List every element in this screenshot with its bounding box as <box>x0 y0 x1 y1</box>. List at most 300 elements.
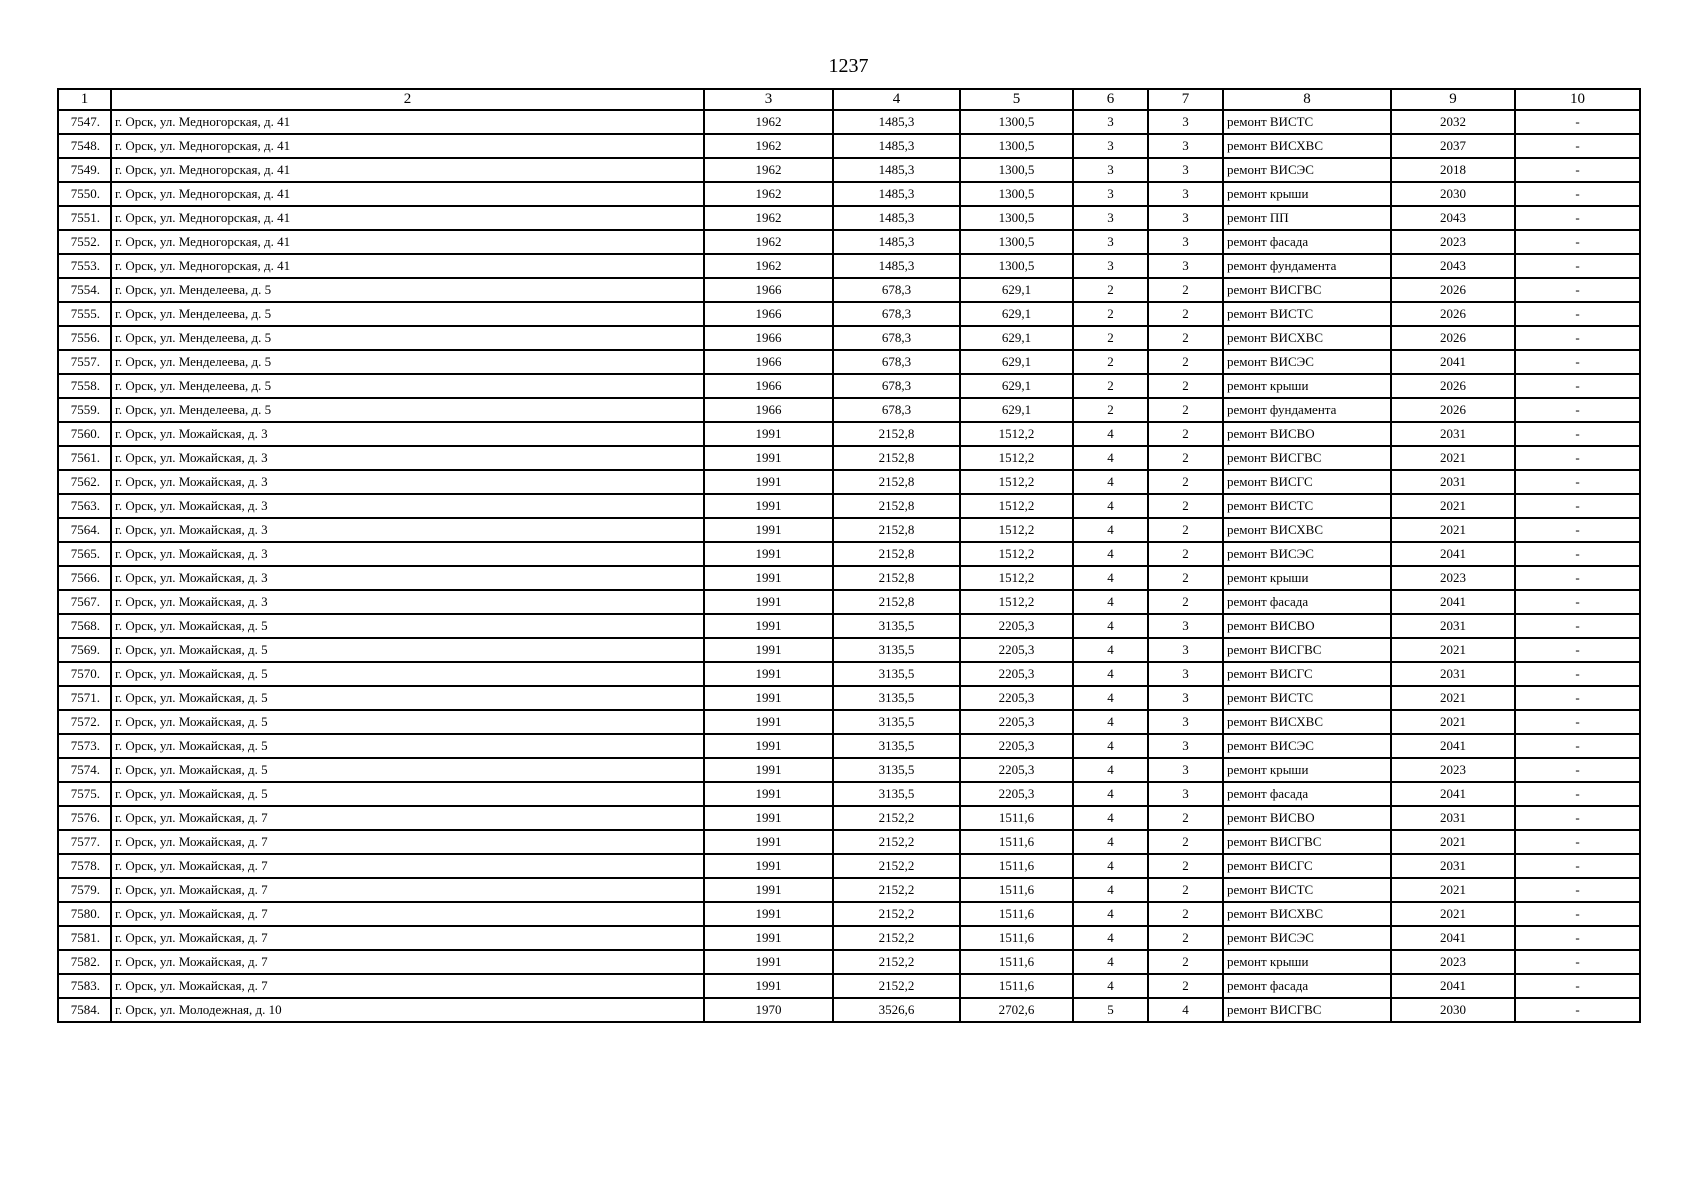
area-total-cell: 3135,5 <box>833 614 960 638</box>
table-row <box>58 926 1640 950</box>
year-cell: 1991 <box>704 446 833 470</box>
address-cell: г. Орск, ул. Можайская, д. 3 <box>111 446 704 470</box>
entrances-cell: 2 <box>1148 350 1223 374</box>
note-cell: - <box>1515 854 1640 878</box>
note-cell: - <box>1515 206 1640 230</box>
address-cell: г. Орск, ул. Менделеева, д. 5 <box>111 278 704 302</box>
area-living-cell: 2205,3 <box>960 758 1073 782</box>
table-row <box>58 614 1640 638</box>
table-row <box>58 422 1640 446</box>
year-cell: 1991 <box>704 926 833 950</box>
column-header-6: 6 <box>1073 89 1148 110</box>
entrances-cell: 3 <box>1148 182 1223 206</box>
planned-year-cell: 2031 <box>1391 854 1515 878</box>
area-living-cell: 1511,6 <box>960 878 1073 902</box>
year-cell: 1966 <box>704 302 833 326</box>
table-row <box>58 758 1640 782</box>
row-number-cell: 7558. <box>58 374 111 398</box>
floors-cell: 4 <box>1073 542 1148 566</box>
area-living-cell: 1511,6 <box>960 806 1073 830</box>
area-total-cell: 3135,5 <box>833 734 960 758</box>
area-living-cell: 2205,3 <box>960 710 1073 734</box>
address-cell: г. Орск, ул. Можайская, д. 7 <box>111 854 704 878</box>
table-row <box>58 206 1640 230</box>
address-cell: г. Орск, ул. Можайская, д. 7 <box>111 878 704 902</box>
floors-cell: 4 <box>1073 566 1148 590</box>
row-number-cell: 7583. <box>58 974 111 998</box>
work-type-cell: ремонт фасада <box>1223 230 1391 254</box>
planned-year-cell: 2023 <box>1391 950 1515 974</box>
address-cell: г. Орск, ул. Можайская, д. 7 <box>111 926 704 950</box>
row-number-cell: 7569. <box>58 638 111 662</box>
floors-cell: 4 <box>1073 950 1148 974</box>
planned-year-cell: 2041 <box>1391 350 1515 374</box>
year-cell: 1991 <box>704 710 833 734</box>
area-total-cell: 2152,2 <box>833 878 960 902</box>
planned-year-cell: 2021 <box>1391 686 1515 710</box>
row-number-cell: 7566. <box>58 566 111 590</box>
entrances-cell: 3 <box>1148 230 1223 254</box>
area-living-cell: 629,1 <box>960 278 1073 302</box>
planned-year-cell: 2018 <box>1391 158 1515 182</box>
address-cell: г. Орск, ул. Можайская, д. 7 <box>111 974 704 998</box>
area-living-cell: 1511,6 <box>960 950 1073 974</box>
year-cell: 1991 <box>704 494 833 518</box>
address-cell: г. Орск, ул. Можайская, д. 5 <box>111 662 704 686</box>
work-type-cell: ремонт фасада <box>1223 974 1391 998</box>
row-number-cell: 7574. <box>58 758 111 782</box>
note-cell: - <box>1515 782 1640 806</box>
year-cell: 1966 <box>704 374 833 398</box>
row-number-cell: 7577. <box>58 830 111 854</box>
work-type-cell: ремонт крыши <box>1223 758 1391 782</box>
area-total-cell: 3135,5 <box>833 686 960 710</box>
floors-cell: 2 <box>1073 398 1148 422</box>
area-living-cell: 1512,2 <box>960 470 1073 494</box>
area-total-cell: 2152,2 <box>833 902 960 926</box>
area-total-cell: 2152,8 <box>833 470 960 494</box>
area-living-cell: 629,1 <box>960 350 1073 374</box>
work-type-cell: ремонт ВИСГВС <box>1223 998 1391 1022</box>
table-row <box>58 782 1640 806</box>
work-type-cell: ремонт крыши <box>1223 182 1391 206</box>
area-living-cell: 1300,5 <box>960 254 1073 278</box>
floors-cell: 3 <box>1073 182 1148 206</box>
address-cell: г. Орск, ул. Медногорская, д. 41 <box>111 134 704 158</box>
entrances-cell: 3 <box>1148 158 1223 182</box>
area-living-cell: 2205,3 <box>960 638 1073 662</box>
floors-cell: 4 <box>1073 686 1148 710</box>
planned-year-cell: 2041 <box>1391 590 1515 614</box>
floors-cell: 5 <box>1073 998 1148 1022</box>
work-type-cell: ремонт ВИСЭС <box>1223 158 1391 182</box>
entrances-cell: 2 <box>1148 902 1223 926</box>
entrances-cell: 2 <box>1148 494 1223 518</box>
row-number-cell: 7554. <box>58 278 111 302</box>
row-number-cell: 7580. <box>58 902 111 926</box>
floors-cell: 4 <box>1073 662 1148 686</box>
work-type-cell: ремонт ВИСГВС <box>1223 830 1391 854</box>
table-header-row <box>58 89 1640 110</box>
column-header-5: 5 <box>960 89 1073 110</box>
year-cell: 1991 <box>704 806 833 830</box>
area-living-cell: 2205,3 <box>960 782 1073 806</box>
address-cell: г. Орск, ул. Можайская, д. 5 <box>111 782 704 806</box>
entrances-cell: 3 <box>1148 206 1223 230</box>
row-number-cell: 7561. <box>58 446 111 470</box>
row-number-cell: 7556. <box>58 326 111 350</box>
note-cell: - <box>1515 470 1640 494</box>
floors-cell: 3 <box>1073 158 1148 182</box>
table-row <box>58 158 1640 182</box>
row-number-cell: 7572. <box>58 710 111 734</box>
address-cell: г. Орск, ул. Можайская, д. 5 <box>111 758 704 782</box>
area-living-cell: 1512,2 <box>960 446 1073 470</box>
row-number-cell: 7549. <box>58 158 111 182</box>
table-row <box>58 974 1640 998</box>
area-total-cell: 3135,5 <box>833 662 960 686</box>
entrances-cell: 2 <box>1148 278 1223 302</box>
area-living-cell: 1300,5 <box>960 182 1073 206</box>
work-type-cell: ремонт ВИСГС <box>1223 854 1391 878</box>
entrances-cell: 2 <box>1148 878 1223 902</box>
year-cell: 1991 <box>704 638 833 662</box>
planned-year-cell: 2021 <box>1391 494 1515 518</box>
work-type-cell: ремонт ВИСГС <box>1223 662 1391 686</box>
table-row <box>58 518 1640 542</box>
floors-cell: 4 <box>1073 926 1148 950</box>
address-cell: г. Орск, ул. Можайская, д. 7 <box>111 830 704 854</box>
year-cell: 1962 <box>704 134 833 158</box>
row-number-cell: 7548. <box>58 134 111 158</box>
work-type-cell: ремонт ВИСВО <box>1223 422 1391 446</box>
planned-year-cell: 2031 <box>1391 422 1515 446</box>
entrances-cell: 3 <box>1148 686 1223 710</box>
row-number-cell: 7563. <box>58 494 111 518</box>
work-type-cell: ремонт ВИСТС <box>1223 110 1391 134</box>
address-cell: г. Орск, ул. Менделеева, д. 5 <box>111 350 704 374</box>
area-total-cell: 2152,2 <box>833 806 960 830</box>
table-row <box>58 686 1640 710</box>
work-type-cell: ремонт ПП <box>1223 206 1391 230</box>
work-type-cell: ремонт ВИСТС <box>1223 494 1391 518</box>
year-cell: 1991 <box>704 830 833 854</box>
note-cell: - <box>1515 110 1640 134</box>
entrances-cell: 2 <box>1148 926 1223 950</box>
note-cell: - <box>1515 902 1640 926</box>
row-number-cell: 7582. <box>58 950 111 974</box>
area-living-cell: 1511,6 <box>960 830 1073 854</box>
row-number-cell: 7565. <box>58 542 111 566</box>
area-living-cell: 2205,3 <box>960 686 1073 710</box>
work-type-cell: ремонт фасада <box>1223 782 1391 806</box>
address-cell: г. Орск, ул. Можайская, д. 7 <box>111 806 704 830</box>
area-total-cell: 2152,8 <box>833 566 960 590</box>
floors-cell: 2 <box>1073 374 1148 398</box>
table-row <box>58 134 1640 158</box>
column-header-1: 1 <box>58 89 111 110</box>
entrances-cell: 2 <box>1148 806 1223 830</box>
planned-year-cell: 2023 <box>1391 758 1515 782</box>
work-type-cell: ремонт ВИСЭС <box>1223 926 1391 950</box>
year-cell: 1966 <box>704 350 833 374</box>
row-number-cell: 7567. <box>58 590 111 614</box>
address-cell: г. Орск, ул. Менделеева, д. 5 <box>111 326 704 350</box>
table-row <box>58 902 1640 926</box>
work-type-cell: ремонт ВИСХВС <box>1223 326 1391 350</box>
address-cell: г. Орск, ул. Можайская, д. 3 <box>111 590 704 614</box>
floors-cell: 2 <box>1073 278 1148 302</box>
column-header-3: 3 <box>704 89 833 110</box>
work-type-cell: ремонт ВИСЭС <box>1223 734 1391 758</box>
entrances-cell: 2 <box>1148 542 1223 566</box>
note-cell: - <box>1515 998 1640 1022</box>
entrances-cell: 2 <box>1148 830 1223 854</box>
address-cell: г. Орск, ул. Можайская, д. 5 <box>111 734 704 758</box>
work-type-cell: ремонт ВИСХВС <box>1223 710 1391 734</box>
planned-year-cell: 2030 <box>1391 182 1515 206</box>
planned-year-cell: 2041 <box>1391 974 1515 998</box>
row-number-cell: 7575. <box>58 782 111 806</box>
entrances-cell: 2 <box>1148 374 1223 398</box>
area-living-cell: 1300,5 <box>960 158 1073 182</box>
planned-year-cell: 2037 <box>1391 134 1515 158</box>
note-cell: - <box>1515 134 1640 158</box>
work-type-cell: ремонт ВИСВО <box>1223 806 1391 830</box>
table-row <box>58 566 1640 590</box>
address-cell: г. Орск, ул. Можайская, д. 7 <box>111 902 704 926</box>
work-type-cell: ремонт фасада <box>1223 590 1391 614</box>
area-total-cell: 2152,8 <box>833 518 960 542</box>
work-type-cell: ремонт ВИСТС <box>1223 686 1391 710</box>
entrances-cell: 2 <box>1148 326 1223 350</box>
planned-year-cell: 2023 <box>1391 566 1515 590</box>
floors-cell: 3 <box>1073 230 1148 254</box>
area-living-cell: 2702,6 <box>960 998 1073 1022</box>
note-cell: - <box>1515 950 1640 974</box>
area-total-cell: 1485,3 <box>833 134 960 158</box>
table-row <box>58 110 1640 134</box>
table-row <box>58 350 1640 374</box>
floors-cell: 4 <box>1073 422 1148 446</box>
planned-year-cell: 2031 <box>1391 806 1515 830</box>
floors-cell: 4 <box>1073 806 1148 830</box>
year-cell: 1991 <box>704 662 833 686</box>
table-row <box>58 494 1640 518</box>
note-cell: - <box>1515 590 1640 614</box>
year-cell: 1962 <box>704 158 833 182</box>
planned-year-cell: 2043 <box>1391 254 1515 278</box>
work-type-cell: ремонт ВИСЭС <box>1223 542 1391 566</box>
table-row <box>58 998 1640 1022</box>
area-total-cell: 3135,5 <box>833 758 960 782</box>
year-cell: 1991 <box>704 782 833 806</box>
area-living-cell: 1300,5 <box>960 134 1073 158</box>
planned-year-cell: 2041 <box>1391 734 1515 758</box>
note-cell: - <box>1515 614 1640 638</box>
floors-cell: 3 <box>1073 206 1148 230</box>
floors-cell: 4 <box>1073 758 1148 782</box>
table-row <box>58 302 1640 326</box>
note-cell: - <box>1515 830 1640 854</box>
year-cell: 1991 <box>704 542 833 566</box>
planned-year-cell: 2026 <box>1391 278 1515 302</box>
entrances-cell: 3 <box>1148 710 1223 734</box>
entrances-cell: 3 <box>1148 734 1223 758</box>
table-row <box>58 806 1640 830</box>
work-type-cell: ремонт ВИСГВС <box>1223 446 1391 470</box>
entrances-cell: 4 <box>1148 998 1223 1022</box>
area-total-cell: 678,3 <box>833 278 960 302</box>
entrances-cell: 2 <box>1148 470 1223 494</box>
planned-year-cell: 2031 <box>1391 470 1515 494</box>
floors-cell: 3 <box>1073 134 1148 158</box>
area-living-cell: 1512,2 <box>960 494 1073 518</box>
entrances-cell: 2 <box>1148 398 1223 422</box>
table-row <box>58 830 1640 854</box>
area-living-cell: 1300,5 <box>960 230 1073 254</box>
planned-year-cell: 2030 <box>1391 998 1515 1022</box>
address-cell: г. Орск, ул. Можайская, д. 3 <box>111 494 704 518</box>
note-cell: - <box>1515 974 1640 998</box>
work-type-cell: ремонт ВИСХВС <box>1223 134 1391 158</box>
note-cell: - <box>1515 686 1640 710</box>
area-living-cell: 629,1 <box>960 374 1073 398</box>
address-cell: г. Орск, ул. Можайская, д. 5 <box>111 638 704 662</box>
address-cell: г. Орск, ул. Менделеева, д. 5 <box>111 374 704 398</box>
area-total-cell: 1485,3 <box>833 110 960 134</box>
note-cell: - <box>1515 710 1640 734</box>
area-total-cell: 678,3 <box>833 350 960 374</box>
note-cell: - <box>1515 638 1640 662</box>
column-header-10: 10 <box>1515 89 1640 110</box>
area-living-cell: 1300,5 <box>960 206 1073 230</box>
area-total-cell: 2152,8 <box>833 494 960 518</box>
planned-year-cell: 2021 <box>1391 902 1515 926</box>
area-living-cell: 1511,6 <box>960 974 1073 998</box>
area-total-cell: 678,3 <box>833 302 960 326</box>
planned-year-cell: 2021 <box>1391 878 1515 902</box>
note-cell: - <box>1515 806 1640 830</box>
area-living-cell: 629,1 <box>960 398 1073 422</box>
floors-cell: 4 <box>1073 590 1148 614</box>
row-number-cell: 7568. <box>58 614 111 638</box>
year-cell: 1991 <box>704 470 833 494</box>
note-cell: - <box>1515 350 1640 374</box>
area-living-cell: 629,1 <box>960 326 1073 350</box>
work-type-cell: ремонт ВИСВО <box>1223 614 1391 638</box>
floors-cell: 4 <box>1073 782 1148 806</box>
table-row <box>58 662 1640 686</box>
note-cell: - <box>1515 374 1640 398</box>
planned-year-cell: 2026 <box>1391 398 1515 422</box>
table-body <box>58 110 1640 1022</box>
entrances-cell: 3 <box>1148 254 1223 278</box>
entrances-cell: 3 <box>1148 110 1223 134</box>
row-number-cell: 7557. <box>58 350 111 374</box>
note-cell: - <box>1515 662 1640 686</box>
entrances-cell: 3 <box>1148 134 1223 158</box>
entrances-cell: 3 <box>1148 614 1223 638</box>
year-cell: 1991 <box>704 902 833 926</box>
note-cell: - <box>1515 926 1640 950</box>
note-cell: - <box>1515 734 1640 758</box>
planned-year-cell: 2021 <box>1391 446 1515 470</box>
entrances-cell: 2 <box>1148 566 1223 590</box>
year-cell: 1991 <box>704 758 833 782</box>
work-type-cell: ремонт ВИСЭС <box>1223 350 1391 374</box>
floors-cell: 4 <box>1073 638 1148 662</box>
floors-cell: 4 <box>1073 878 1148 902</box>
table-row <box>58 374 1640 398</box>
address-cell: г. Орск, ул. Можайская, д. 5 <box>111 710 704 734</box>
table-row <box>58 470 1640 494</box>
address-cell: г. Орск, ул. Менделеева, д. 5 <box>111 398 704 422</box>
table-row <box>58 878 1640 902</box>
work-type-cell: ремонт крыши <box>1223 950 1391 974</box>
area-total-cell: 1485,3 <box>833 230 960 254</box>
table-row <box>58 326 1640 350</box>
area-total-cell: 2152,2 <box>833 974 960 998</box>
work-type-cell: ремонт крыши <box>1223 566 1391 590</box>
note-cell: - <box>1515 230 1640 254</box>
table-row <box>58 710 1640 734</box>
row-number-cell: 7581. <box>58 926 111 950</box>
area-total-cell: 1485,3 <box>833 158 960 182</box>
year-cell: 1970 <box>704 998 833 1022</box>
year-cell: 1966 <box>704 278 833 302</box>
note-cell: - <box>1515 278 1640 302</box>
area-total-cell: 2152,2 <box>833 854 960 878</box>
row-number-cell: 7555. <box>58 302 111 326</box>
planned-year-cell: 2021 <box>1391 830 1515 854</box>
planned-year-cell: 2021 <box>1391 638 1515 662</box>
entrances-cell: 3 <box>1148 758 1223 782</box>
row-number-cell: 7564. <box>58 518 111 542</box>
entrances-cell: 2 <box>1148 854 1223 878</box>
table-row <box>58 638 1640 662</box>
floors-cell: 4 <box>1073 710 1148 734</box>
note-cell: - <box>1515 518 1640 542</box>
row-number-cell: 7553. <box>58 254 111 278</box>
note-cell: - <box>1515 758 1640 782</box>
work-type-cell: ремонт ВИСГВС <box>1223 638 1391 662</box>
area-total-cell: 678,3 <box>833 326 960 350</box>
floors-cell: 4 <box>1073 470 1148 494</box>
planned-year-cell: 2041 <box>1391 782 1515 806</box>
planned-year-cell: 2031 <box>1391 662 1515 686</box>
entrances-cell: 3 <box>1148 638 1223 662</box>
floors-cell: 4 <box>1073 902 1148 926</box>
year-cell: 1966 <box>704 398 833 422</box>
area-total-cell: 2152,8 <box>833 542 960 566</box>
work-type-cell: ремонт фундамента <box>1223 398 1391 422</box>
year-cell: 1991 <box>704 590 833 614</box>
entrances-cell: 3 <box>1148 782 1223 806</box>
table-row <box>58 734 1640 758</box>
planned-year-cell: 2021 <box>1391 518 1515 542</box>
year-cell: 1991 <box>704 854 833 878</box>
row-number-cell: 7576. <box>58 806 111 830</box>
column-header-4: 4 <box>833 89 960 110</box>
note-cell: - <box>1515 302 1640 326</box>
area-living-cell: 1512,2 <box>960 518 1073 542</box>
row-number-cell: 7570. <box>58 662 111 686</box>
row-number-cell: 7551. <box>58 206 111 230</box>
year-cell: 1991 <box>704 686 833 710</box>
floors-cell: 2 <box>1073 326 1148 350</box>
area-total-cell: 3135,5 <box>833 782 960 806</box>
